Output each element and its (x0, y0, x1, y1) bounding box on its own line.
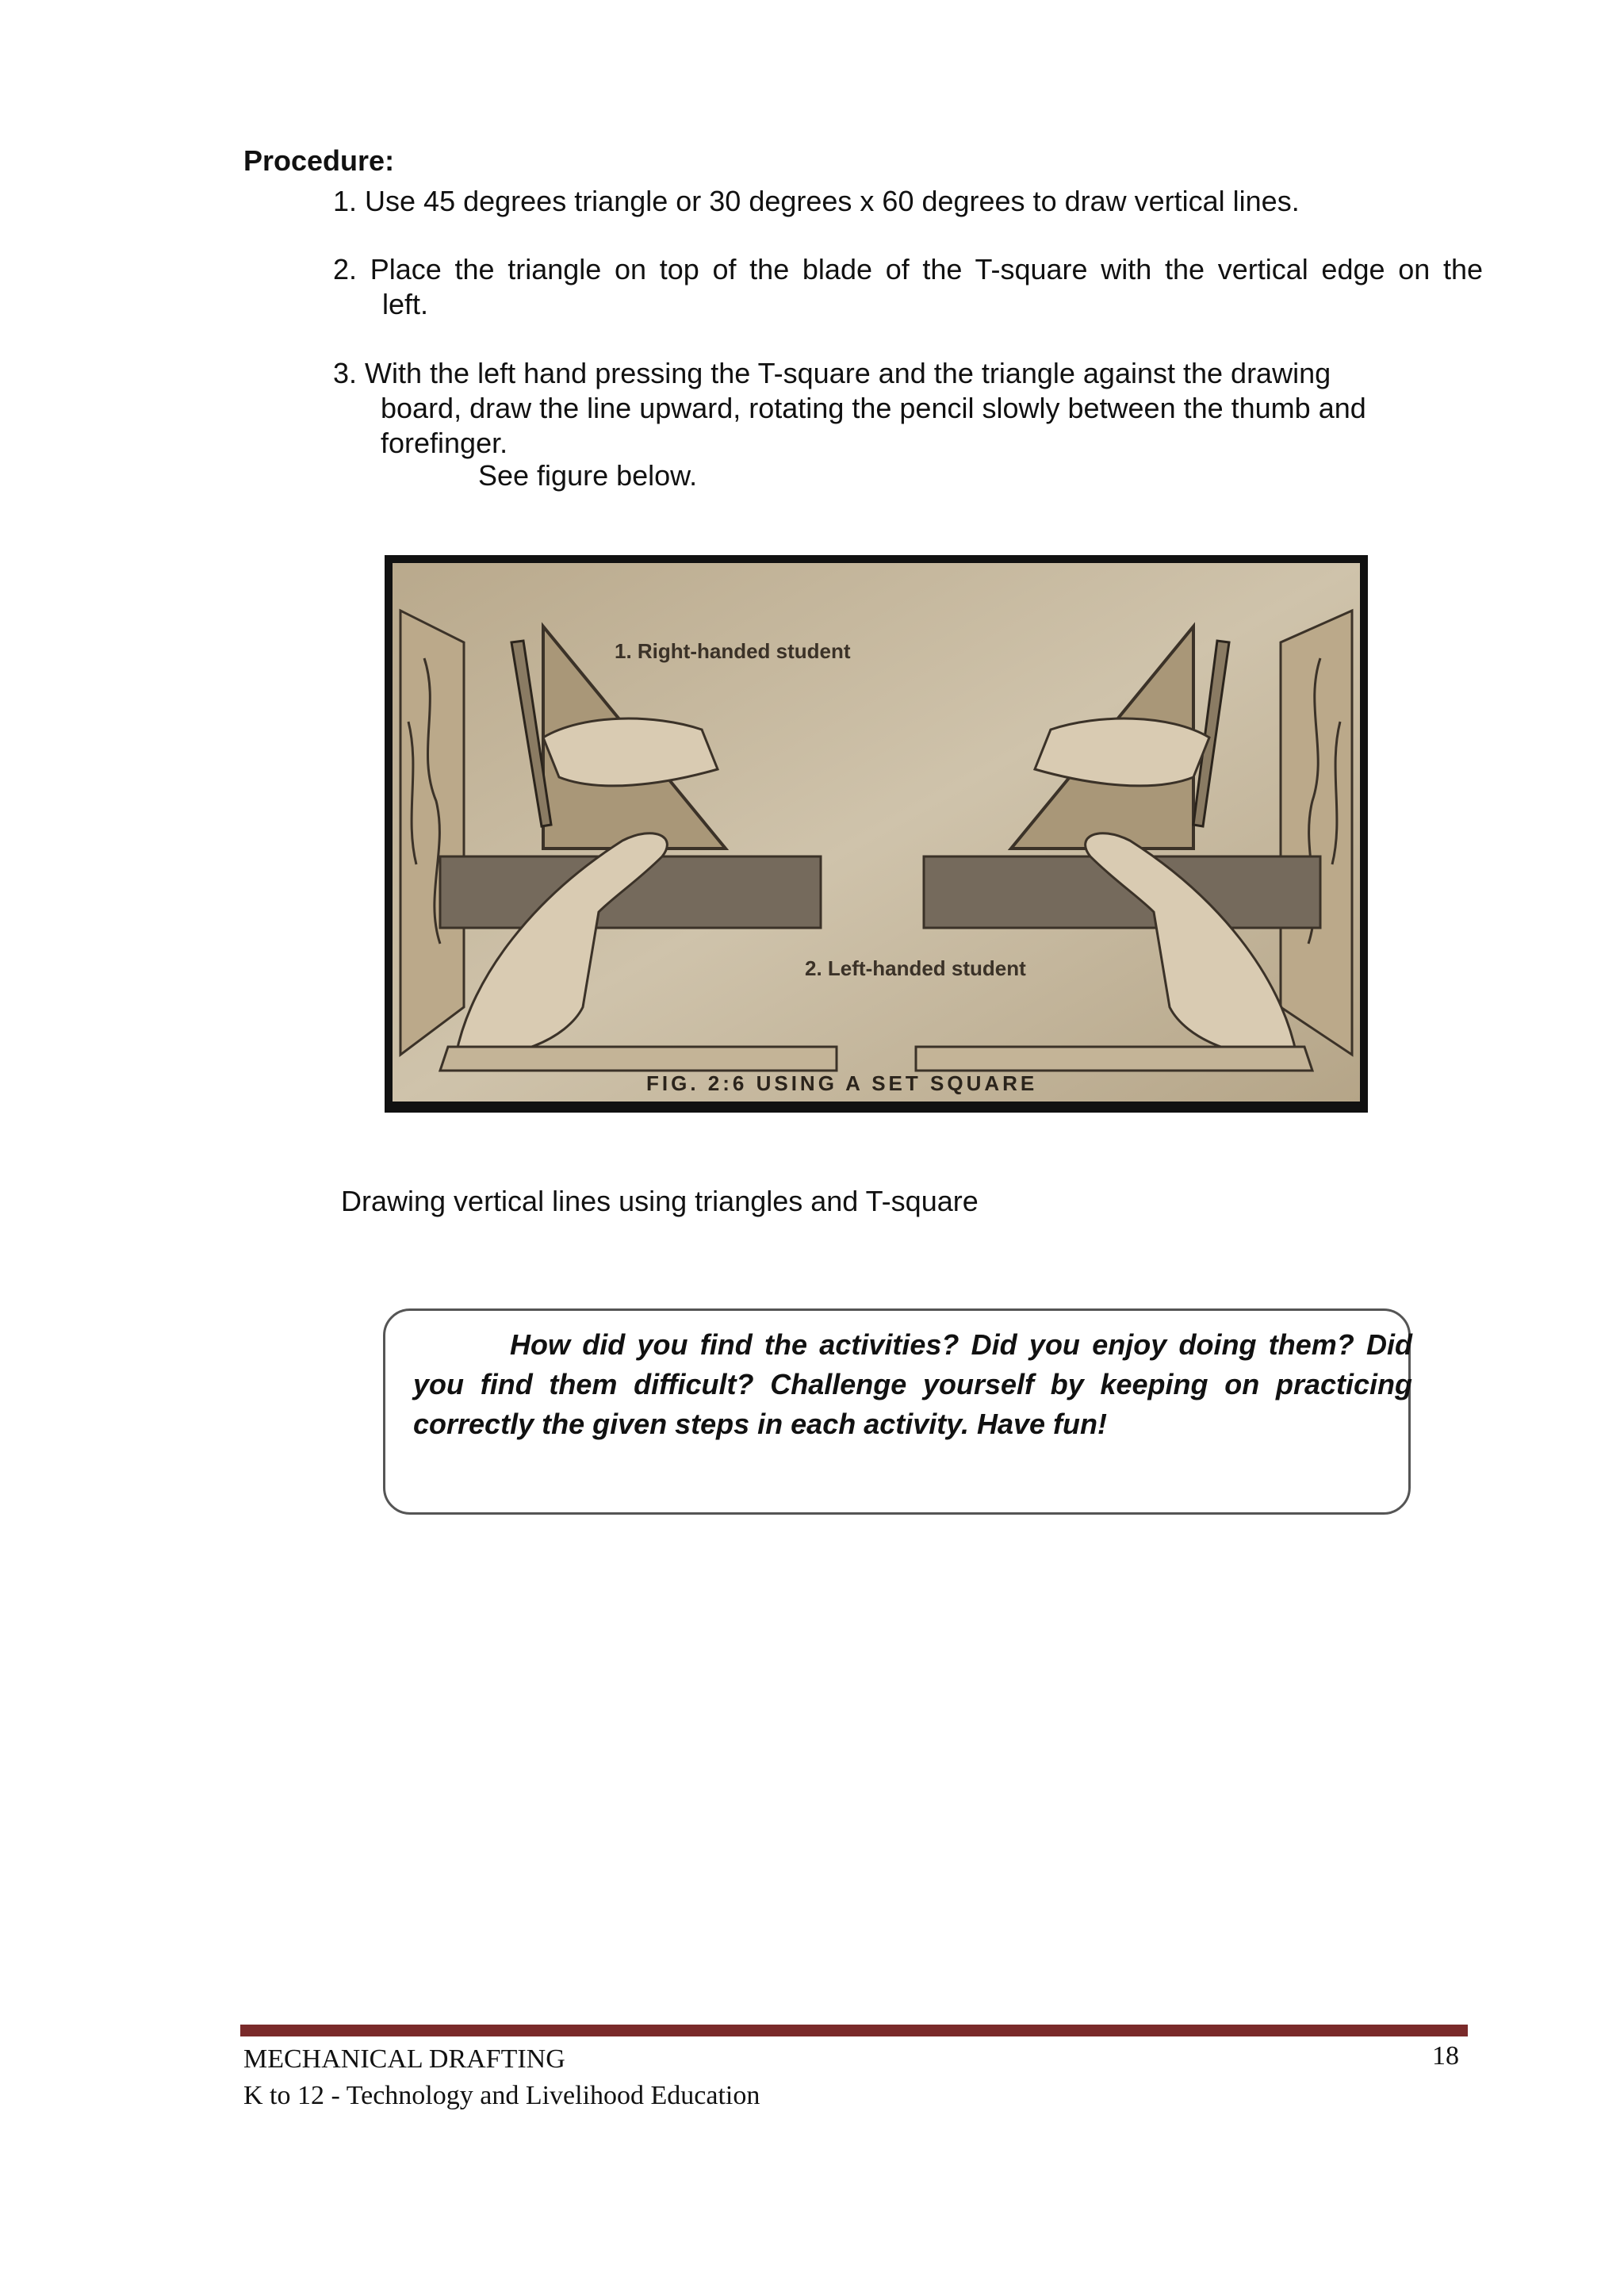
left-board-edge (440, 1047, 837, 1071)
set-square-figure (385, 555, 1368, 1113)
figure-caption-label: FIG. 2:6 USING A SET SQUARE (646, 1071, 1038, 1095)
see-figure-note: See figure below. (478, 459, 698, 492)
step-3-line-1: 3. With the left hand pressing the T-square and the triangle against the drawing (333, 357, 1331, 389)
page-number: 18 (1432, 2041, 1459, 2071)
right-board-edge (916, 1047, 1312, 1071)
procedure-heading: Procedure: (243, 144, 395, 177)
set-square-illustration (393, 563, 1360, 1102)
reflection-callout-text: How did you find the activities? Did you enjoy doing them? Did you find them difficult? Challenge yourself by keeping on practicing correctly the given steps in each activity. Have fun! (413, 1328, 1412, 1440)
procedure-step-2 (333, 252, 1483, 322)
footer-subtitle: K to 12 - Technology and Livelihood Education (243, 2081, 760, 2110)
step-3-line-2: board, draw the line upward, rotating the pencil slowly between the thumb and (381, 392, 1366, 424)
procedure-step-1: 1. Use 45 degrees triangle or 30 degrees x 60 degrees to draw vertical lines. (333, 185, 1300, 217)
label-left-handed: 2. Left-handed student (805, 956, 1026, 980)
right-drawing-board (1281, 611, 1352, 1055)
step-2-line-1: 2. Place the triangle on top of the blade of the T-square with the vertical edge on the (333, 253, 1483, 285)
step-3-line-3: forefinger. (381, 427, 508, 459)
footer-bar (240, 2025, 1468, 2036)
label-right-handed: 1. Right-handed student (615, 639, 851, 663)
step-2-line-2: left. (382, 288, 429, 320)
right-handed-drawing-hand (543, 718, 718, 786)
left-handed-drawing-hand (1035, 718, 1209, 786)
footer-title: MECHANICAL DRAFTING (243, 2044, 565, 2074)
footer-text (243, 2041, 760, 2114)
procedure-step-3 (333, 356, 1483, 461)
reflection-callout-box (383, 1308, 1411, 1515)
figure-caption: Drawing vertical lines using triangles and T-square (341, 1185, 979, 1217)
left-drawing-board (400, 611, 464, 1055)
